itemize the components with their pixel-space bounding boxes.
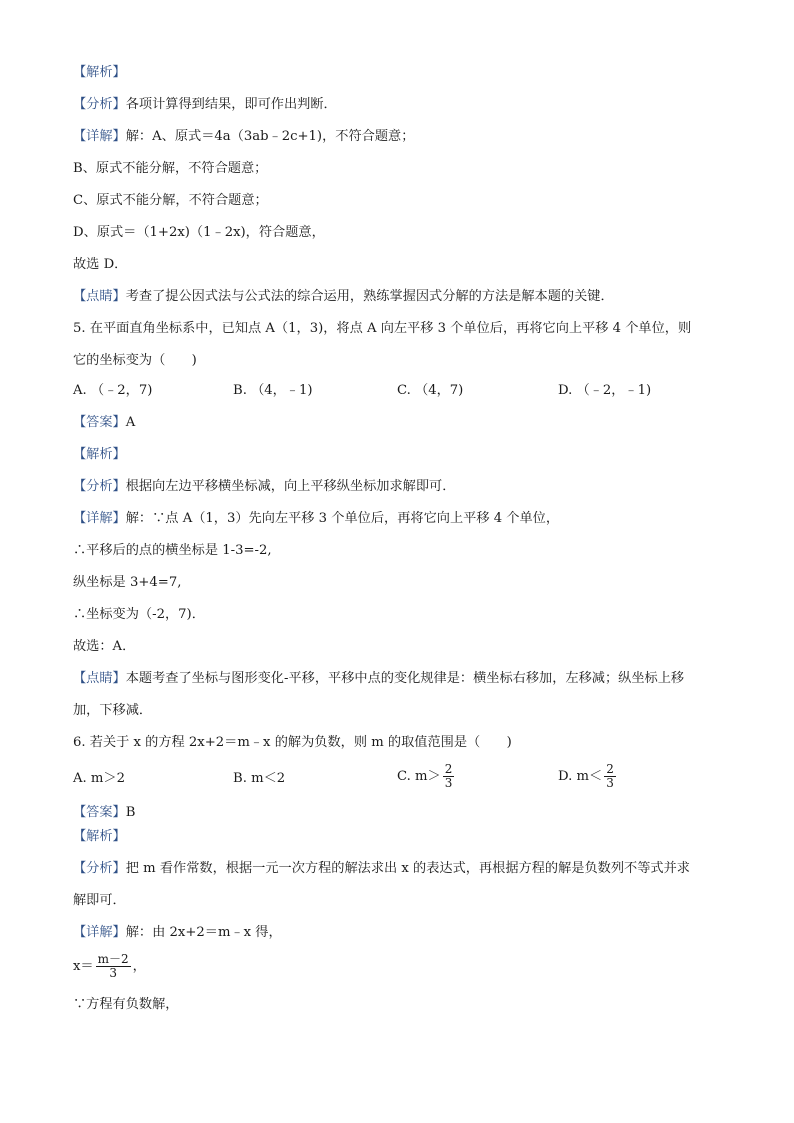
q6-xiangjie-tag: 【详解】 — [73, 925, 126, 940]
q5-xiangjie-tag: 【详解】 — [73, 511, 126, 526]
q5-answer: A — [125, 415, 136, 430]
q5-fenxi-tag: 【分析】 — [73, 479, 126, 494]
q5-option-d: D. （﹣2，﹣1) — [558, 383, 652, 398]
q5-analysis-tag: 【解析】 — [73, 447, 126, 462]
q6-x-comma: ， — [132, 959, 146, 974]
dianjing-text: 考查了提公因式法与公式法的综合运用，熟练掌握因式分解的方法是解本题的关键． — [125, 289, 614, 304]
analysis-tag: 【解析】 — [73, 65, 126, 80]
q6-answer-tag: 【答案】 — [73, 805, 126, 820]
dianjing-tag: 【点睛】 — [73, 289, 126, 304]
q6-stem: 6. 若关于 x 的方程 2x+2＝m﹣x 的解为负数，则 m 的取值范围是（ ) — [73, 735, 512, 750]
q5-dianjing-text: 本题考查了坐标与图形变化-平移，平移中点的变化规律是：横坐标右移加，左移减；纵坐标上移 — [125, 671, 685, 686]
q6-x-label: x＝ — [73, 959, 94, 974]
solution-line-d: D、原式＝（1+2x)（1﹣2x)，符合题意， — [73, 225, 325, 240]
dianjing-line — [73, 286, 614, 308]
fraction-numerator: 2 — [444, 762, 453, 776]
fraction-denominator: 3 — [606, 776, 614, 790]
solution-choose: 故选 D． — [73, 257, 128, 272]
xiangjie-line — [73, 126, 414, 148]
q6-xiangjie-line — [73, 922, 282, 944]
q6-fenxi-line2: 解即可． — [73, 893, 126, 908]
q5-xiangjie-line — [73, 508, 559, 530]
q5-option-b: B. （4，﹣1) — [233, 383, 313, 398]
q6-option-d — [558, 758, 618, 796]
q6-option-a: A. m＞2 — [73, 771, 125, 786]
q5-option-a: A. （﹣2，7) — [73, 383, 153, 398]
q6-fenxi-line1 — [73, 858, 690, 880]
q5-answer-line — [73, 412, 135, 434]
q5-dianjing-tag: 【点睛】 — [73, 671, 126, 686]
q5-option-c: C. （4，7) — [397, 383, 464, 398]
q6-option-c-fraction — [443, 763, 455, 790]
q5-answer-tag: 【答案】 — [73, 415, 126, 430]
xiangjie-text: 解：A、原式＝4a（3ab﹣2c+1)，不符合题意； — [125, 129, 415, 144]
q5-analysis-heading — [73, 444, 126, 466]
xiangjie-tag: 【详解】 — [73, 129, 126, 144]
q6-fenxi-tag: 【分析】 — [73, 861, 126, 876]
fraction-denominator: 3 — [109, 966, 117, 980]
q5-dianjing-line1 — [73, 668, 684, 690]
solution-line-c: C、原式不能分解，不符合题意； — [73, 193, 268, 208]
q6-x-fraction — [96, 953, 131, 980]
q5-dianjing-line2: 加，下移减． — [73, 703, 153, 718]
q5-step3: ∴坐标变为（-2，7)． — [73, 607, 205, 622]
q6-answer-line — [73, 802, 135, 824]
q6-option-d-label: D. m＜ — [558, 769, 603, 784]
q6-x-expression — [73, 948, 146, 986]
fraction-numerator: 2 — [606, 762, 614, 776]
fenxi-line — [73, 94, 337, 116]
q5-fenxi-text: 根据向左边平移横坐标减，向上平移纵坐标加求解即可． — [125, 479, 456, 494]
q5-stem-line1: 5. 在平面直角坐标系中，已知点 A（1，3)，将点 A 向左平移 3 个单位后，再将它向上平移 4 个单位，则 — [73, 321, 692, 336]
q5-stem-line2: 它的坐标变为（ ) — [73, 353, 197, 368]
q6-last-line: ∵方程有负数解， — [73, 997, 179, 1012]
q5-choose: 故选：A． — [73, 639, 136, 654]
q5-step1: ∴平移后的点的横坐标是 1-3=-2, — [73, 543, 272, 558]
q5-fenxi-line — [73, 476, 455, 498]
q6-option-b: B. m＜2 — [233, 771, 286, 786]
fraction-numerator: m－2 — [97, 952, 129, 966]
q6-analysis-heading — [73, 826, 126, 848]
q6-answer: B — [125, 805, 136, 820]
q6-xiangjie-text: 解：由 2x+2＝m﹣x 得， — [125, 925, 282, 940]
q6-option-c-label: C. m＞ — [397, 769, 441, 784]
fenxi-tag: 【分析】 — [73, 97, 126, 112]
fraction-denominator: 3 — [444, 776, 453, 790]
q6-option-c — [397, 758, 456, 796]
analysis-heading — [73, 62, 126, 84]
solution-line-b: B、原式不能分解，不符合题意； — [73, 161, 268, 176]
q6-option-d-fraction — [604, 763, 616, 790]
q5-step2: 纵坐标是 3+4=7, — [73, 575, 182, 590]
q6-analysis-tag: 【解析】 — [73, 829, 126, 844]
q6-fenxi-text: 把 m 看作常数，根据一元一次方程的解法求出 x 的表达式，再根据方程的解是负数列不等式并求 — [125, 861, 690, 876]
q5-xiangjie-text: 解：∵点 A（1，3）先向左平移 3 个单位后，再将它向上平移 4 个单位， — [125, 511, 560, 526]
fenxi-text: 各项计算得到结果，即可作出判断． — [125, 97, 337, 112]
